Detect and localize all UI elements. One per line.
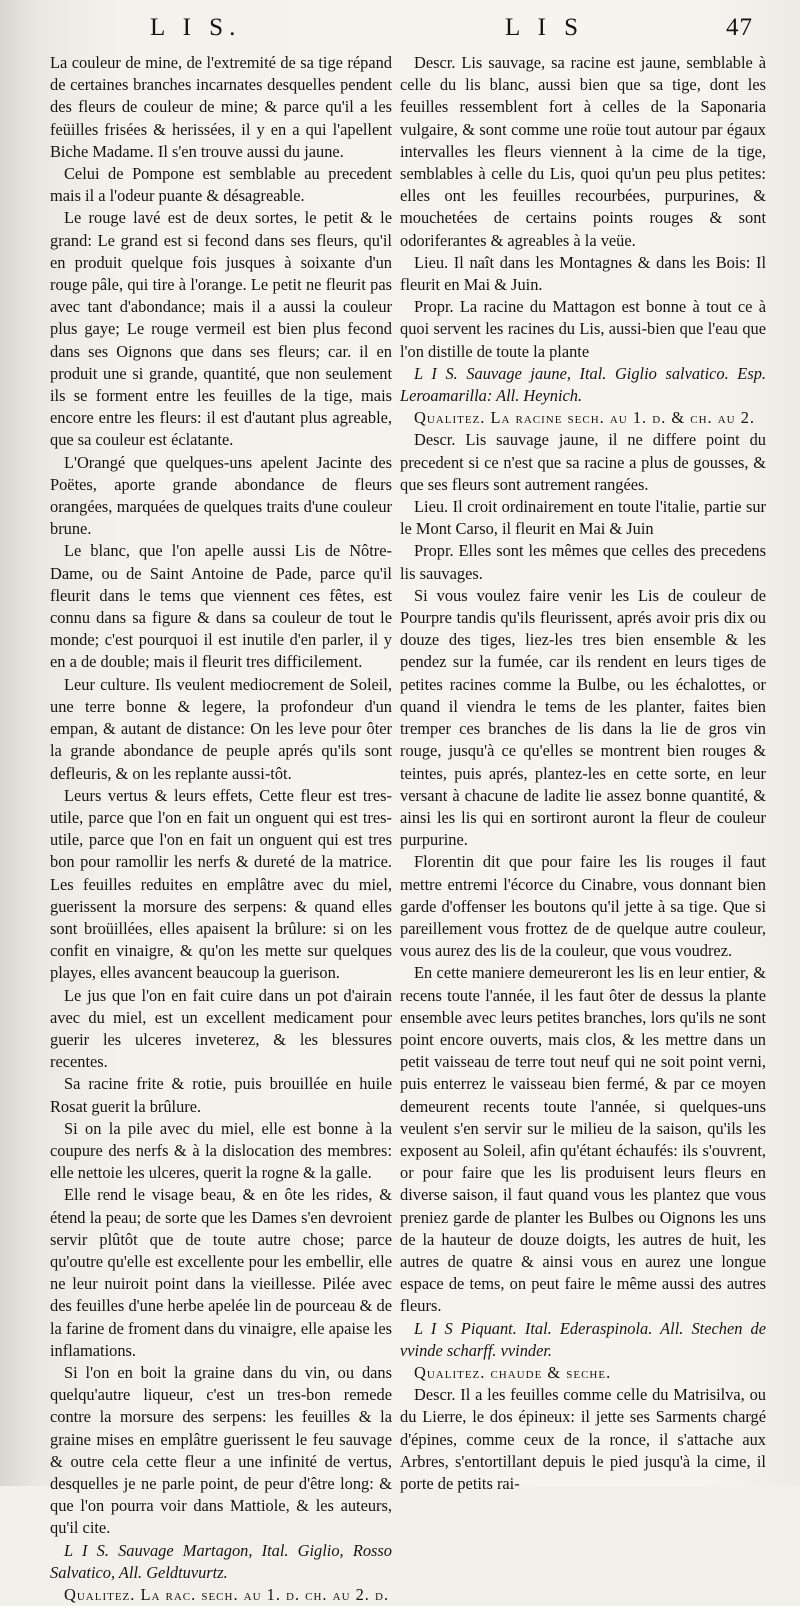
paragraph: Sa racine frite & rotie, puis brouillée en huile Rosat guerit la brûlure. xyxy=(50,1074,392,1116)
paragraph: Descr. Lis sauvage jaune, il ne differe point du precedent si ce n'est que sa racine a plus de gousses, & que ses fleurs sont autrement rangées. xyxy=(400,430,766,494)
paragraph: Leurs vertus & leurs effets, Cette fleur est tres-utile, parce que l'on en fait un onguent qui est tres-utile, parce que l'on en fait un onguent qui est tres bon pour ramollir les nerfs & dureté de la matrice. Les feuilles reduites en emplâtre avec du miel, guerissent la morsure des serpens: & quand elles sont broüillées, elles apaisent la brûlure: si on les confit en vinaigre, & qu'on les mette sur quelques playes, elles avancent beaucoup la guerison. xyxy=(50,785,392,983)
running-header xyxy=(0,14,800,48)
paragraph: Florentin dit que pour faire les lis rouges il faut mettre entremi l'écorce du Cinabre, vous donnant bien garde d'offenser les boutons qu'il jette à sa tige. Que si pareillement vous frottez de de quelque autre couleur, vous aurez des lis de la couleur, que vous voudrez. xyxy=(400,852,766,961)
paragraph: Le jus que l'on en fait cuire dans un pot d'airain avec du miel, est un excellent medicament pour guerir les ulceres inveterez, & les blessures recentes. xyxy=(50,985,392,1072)
paragraph: Propr. La racine du Mattagon est bonne à tout ce à quoi servent les racines du Lis, aussi-bien que l'eau que l'on distille de toute la plante xyxy=(400,297,766,361)
paragraph: Lieu. Il croit ordinairement en toute l'italie, partie sur le Mont Carso, il fleurit en Mai & Juin xyxy=(400,497,766,539)
paragraph: Descr. Lis sauvage, sa racine est jaune, semblable à celle du lis blanc, aussi bien que sa tige, dont les feuilles ressemblent fort à celles de la Saponaria vulgaire, & sont comme une roüe tout autour par égaux intervalles les fleurs viennent à la cime de la tige, semblables à celle du Lis, quoi qu'un peu plus petites: elles ont les feuilles recourbées, purpurines, & mouchetées de certains points rouges & sont odoriferantes & agreables à la veüe. xyxy=(400,53,766,250)
qualities-line: Qualitez. La racine sech. au 1. d. & ch. au 2. xyxy=(414,408,755,428)
paragraph: Le rouge lavé est de deux sortes, le petit & le grand: Le grand est si fecond dans ses fleurs, qu'il en produit quelque fois jusques à soixante d'un rouge pâle, qui tire à l'orange. Le petit ne fleurit pas avec tant d'abondance; mais il a aussi la couleur plus gaye; Le rouge vermeil est bien plus fecond dans ses Oignons que dans ses fleurs; car. il en produit une si grande, quantité, que non seulement ils se forment entre les feuilles de la tige, mais encore entre les fleurs: il est d'autant plus agreable, que sa couleur est éclatante. xyxy=(50,208,392,450)
right-running-title: L I S xyxy=(505,14,585,41)
entry-heading: L I S. Sauvage jaune, Ital. Giglio salvatico. Esp. Leroamarilla: All. Heynich. xyxy=(400,363,766,406)
paragraph: Lieu. Il naît dans les Montagnes & dans les Bois: Il fleurit en Mai & Juin. xyxy=(400,252,766,295)
entry-heading: L I S Piquant. Ital. Ederaspinola. All. Stechen de vvinde scharff. vvinder. xyxy=(400,1318,766,1360)
paragraph: Si vous voulez faire venir les Lis de couleur de Pourpre tandis qu'ils fleurissent, aprés avoir pris dix ou douze des tiges, liez-les tres bien ensemble & les pendez sur la fumée, car ils rendent en leurs tiges de petites racines comme la Bulbe, ou les échalottes, or quand il viendra le tems de les planter, faites bien tremper ces branches de lis dans la lie de gros vin rouge, jusqu'à ce qu'elles se montrent bien rouges & teintes, puis aprés, plantez-les en cette sorte, en leur versant à chacune de ladite lie assez bonne quantité, & ainsi les lis qui en sortiront auront la fleur de couleur purpurine. xyxy=(400,585,766,850)
paragraph: En cette maniere demeureront les lis en leur entier, & recens toute l'année, il les faut ôter de dessus la plante ensemble avec leurs petites branches, lors qu'ils ne sont point encore ouverts, mais clos, & les mettre dans un petit vaisseau de terre tout neuf qui ne soit point verni, puis enterrez le vaisseau bien fermé, & par ce moyen demeurent recents toute l'année, si quelques-uns veulent s'en servir sur le milieu de la saison, qu'ils les exposent au Soleil, afin qu'étant échaufés: ils s'ouvrent, or pour faire que les lis produisent leurs fleurs en diverse saison, il faut quand vous les plantez que vous preniez garde de planter les Bulbes ou Oignons les uns de la hauteur de douze doigts, les autres de huit, les autres de quatre & ainsi vous en aurez une longue espace de tems, on peut faire le même aussi des autres fleurs. xyxy=(400,963,766,1316)
paragraph: L'Orangé que quelques-uns apelent Jacinte des Poëtes, aporte grande abondance de fleurs orangées, marquées de quelques traits d'une couleur brune. xyxy=(50,452,392,539)
paragraph: Elle rend le visage beau, & en ôte les rides, & étend la peau; de sorte que les Dames s'en devroient servir plûtôt que de toute autre chose; parce qu'outre qu'elle est excellente pour les embellir, elle ne leur nuiroit point dans la vieillesse. Pilée avec des feuilles d'une herbe apelée lin de pourceau & de la farine de froment dans du vinaigre, elle apaise les inflamations. xyxy=(50,1185,392,1360)
left-column xyxy=(50,52,392,1605)
paragraph: La couleur de mine, de l'extremité de sa tige répand de certaines branches incarnates desquelles pendent des fleurs de couleur de mine; & parce qu'il a les feüilles frisées & herissées, il y en a qui l'apellent Biche Madame. Il s'en trouve aussi du jaune. xyxy=(50,53,392,161)
paragraph: Si l'on en boit la graine dans du vin, ou dans quelqu'autre liqueur, c'est un tres-bon remede contre la morsure des serpens: les feuilles & la graine mises en emplâtre guerissent le feu sauvage & outre cela cette fleur a une infinité de vertus, desquelles je ne parle point, de peur d'être long: & que l'on pourra voir dans Mattiole, & les auteurs, qu'il cite. xyxy=(50,1362,392,1538)
paragraph: Descr. Il a les feuilles comme celle du Matrisilva, ou du Lierre, le dos épineux: il jette ses Sarments chargé d'épines, comme ceux de la ronce, il s'attache aux Arbres, s'entortillant depuis le pied jusqu'à la cime, il porte de petits rai- xyxy=(400,1385,766,1493)
paragraph: Le blanc, que l'on apelle aussi Lis de Nôtre-Dame, ou de Saint Antoine de Pade, parce qu'il fleurit dans le tems que viennent ces fêtes, est connu dans sa figure & dans sa couleur de tout le monde; c'est pourquoi il est inutile d'en parler, il y en a de double; mais il fleurit tres difficilement. xyxy=(50,541,392,672)
qualities-line: Qualitez. La rac. sech. au 1. d. ch. au 2. d. xyxy=(64,1585,390,1605)
paragraph: Celui de Pompone est semblable au precedent mais il a l'odeur puante & désagreable. xyxy=(50,164,392,206)
page-number: 47 xyxy=(726,14,753,41)
qualities-line: Qualitez. chaude & seche. xyxy=(414,1362,612,1382)
paragraph: Propr. Elles sont les mêmes que celles des precedens lis sauvages. xyxy=(400,541,766,583)
paragraph: Leur culture. Ils veulent mediocrement de Soleil, une terre bonne & legere, la profondeur d'un empan, & autant de distance: On les leve pour ôter la grande abondance de peuple aprés qu'ils sont defleuris, & on les replante aussi-tôt. xyxy=(50,674,392,783)
paragraph: Si on la pile avec du miel, elle est bonne à la coupure des nerfs & à la dislocation des membres: elle nettoie les ulceres, querit la rogne & la galle. xyxy=(50,1118,392,1183)
right-column xyxy=(400,52,766,1493)
left-running-title: L I S. xyxy=(150,14,242,41)
entry-heading: L I S. Sauvage Martagon, Ital. Giglio, Rosso Salvatico, All. Geldtuvurtz. xyxy=(50,1540,392,1582)
